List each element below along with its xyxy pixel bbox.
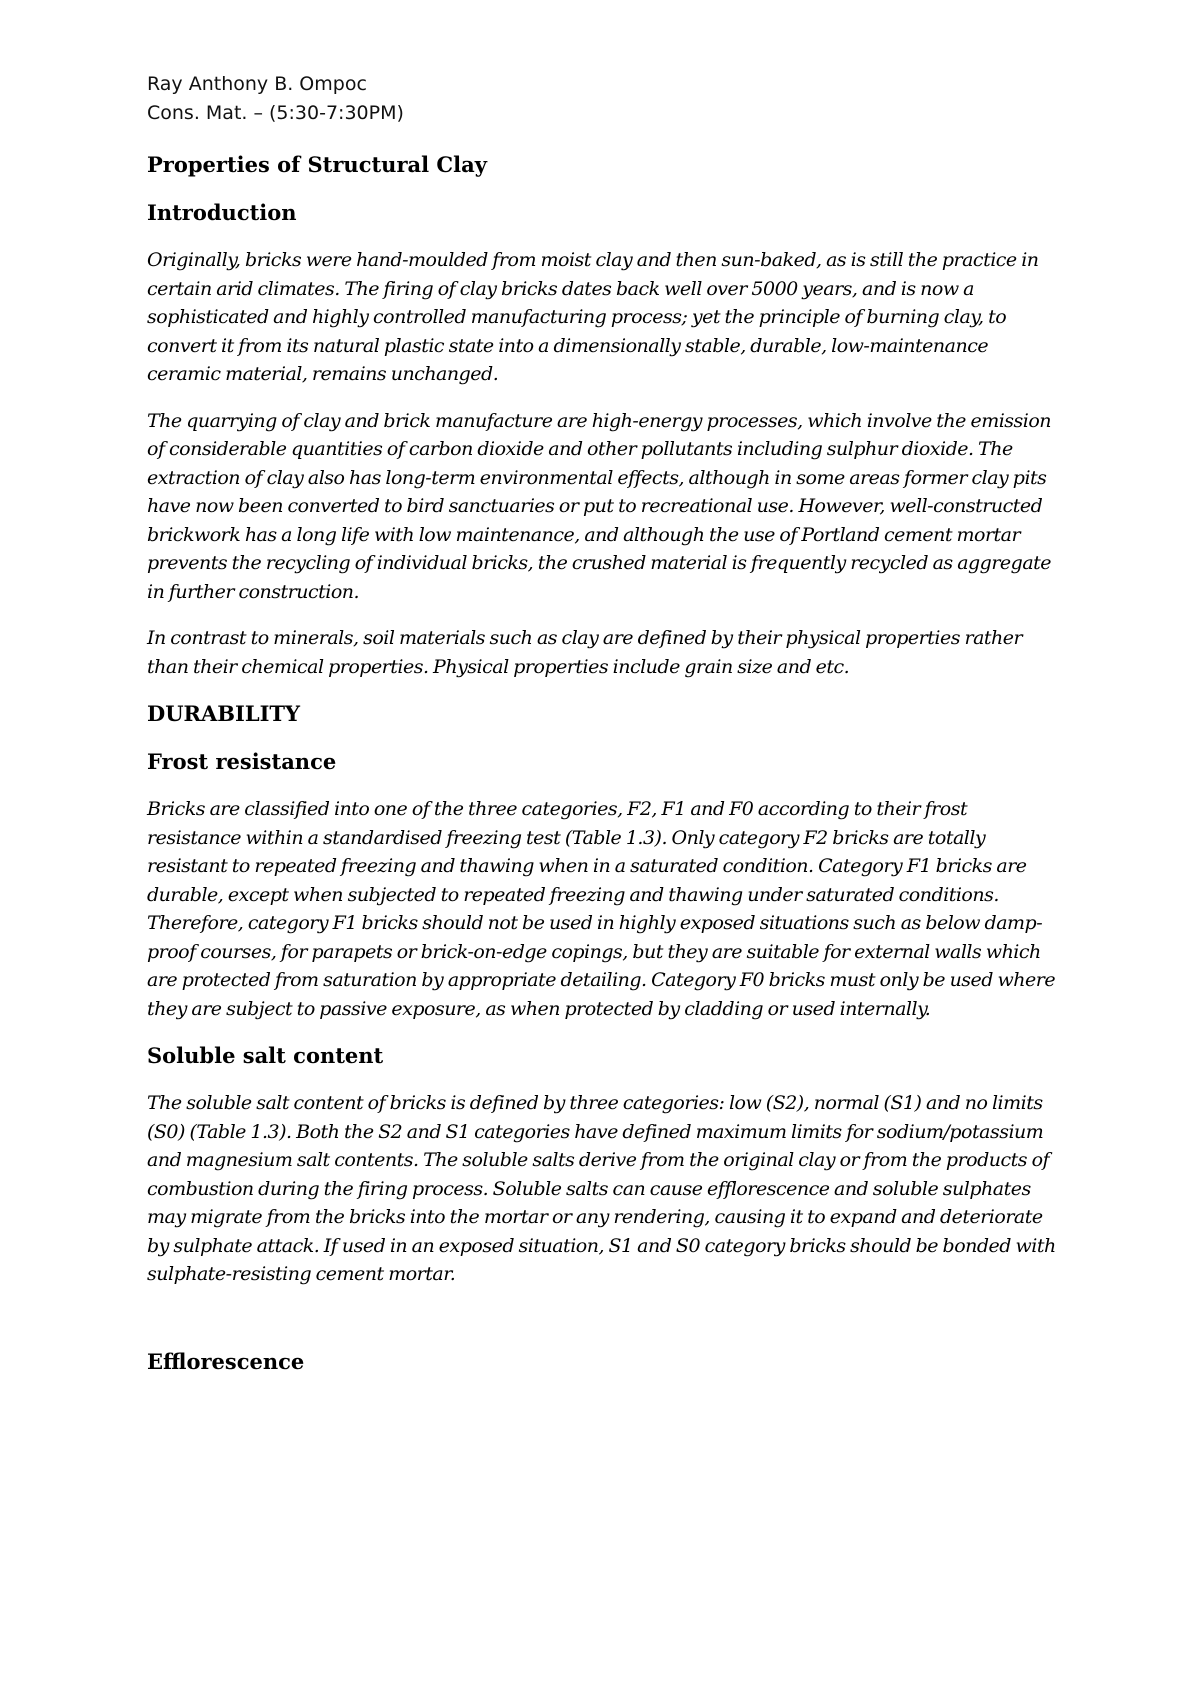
blank-space — [147, 1307, 1057, 1347]
soluble-salt-heading: Soluble salt content — [147, 1043, 384, 1068]
document-header — [147, 70, 404, 128]
introduction-paragraph-2: The quarrying of clay and brick manufacture are high-energy processes, which involve the emission of considerable quantities of carbon dioxide and other pollutants including sulphur dioxide. The extraction of clay also has long-term environmental effects, although in some areas former clay pits have now been converted to bird sanctuaries or put to recreational use. However, well-constructed brickwork has a long life with low maintenance, and although the use of Portland cement mortar prevents the recycling of individual bricks, the crushed material is frequently recycled as aggregate in further construction. — [147, 409, 1052, 603]
document-body — [147, 150, 1057, 1395]
frost-resistance-paragraph: Bricks are classified into one of the three categories, F2, F1 and F0 according to their frost resistance within a standardised freezing test (Table 1.3). Only category F2 bricks are totally resistant to repeated freezing and thawing when in a saturated condition. Category F1 bricks are durable, except when subjected to repeated freezing and thawing under saturated conditions. Therefore, category F1 bricks should not be used in highly exposed situations such as below damp-proof courses, for parapets or brick-on-edge copings, but they are suitable for external walls which are protected from saturation by appropriate detailing. Category F0 bricks must only be used where they are subject to passive exposure, as when protected by cladding or used internally. — [147, 798, 1056, 1020]
soluble-salt-paragraph: The soluble salt content of bricks is defined by three categories: low (S2), normal (S1) and no limits (S0) (Table 1.3). Both the S2 and S1 categories have defined maximum limits for sodium/potassium and magnesium salt contents. The soluble salts derive from the original clay or from the products of combustion during the firing process. Soluble salts can cause efflorescence and soluble sulphates may migrate from the bricks into the mortar or any rendering, causing it to expand and deteriorate by sulphate attack. If used in an exposed situation, S1 and S0 category bricks should be bonded with sulphate-resisting cement mortar. — [147, 1092, 1056, 1285]
document-title: Properties of Structural Clay — [147, 152, 487, 177]
efflorescence-heading: Efflorescence — [147, 1348, 305, 1374]
frost-resistance-heading: Frost resistance — [147, 749, 337, 774]
introduction-paragraph-3: In contrast to minerals, soil materials such as clay are defined by their physical properties rather than their chemical properties. Physical properties include grain size and etc. — [147, 627, 1023, 678]
course-info: Cons. Mat. – (5:30-7:30PM) — [147, 102, 404, 124]
introduction-heading: Introduction — [147, 200, 297, 225]
introduction-paragraph-1: Originally, bricks were hand-moulded from moist clay and then sun-baked, as is still the practice in certain arid climates. The firing of clay bricks dates back well over 5000 years, and is now a sophisticated and highly controlled manufacturing process; yet the principle of burning clay, to convert it from its natural plastic state into a dimensionally stable, durable, low-maintenance ceramic material, remains unchanged. — [147, 249, 1039, 385]
author-name: Ray Anthony B. Ompoc — [147, 73, 367, 95]
durability-heading: DURABILITY — [147, 701, 301, 726]
